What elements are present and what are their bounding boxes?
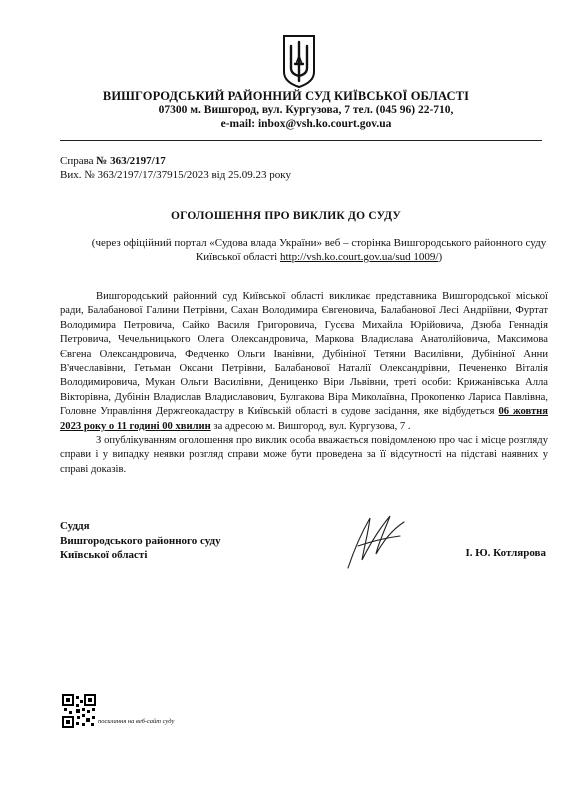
hearing-date: 06 жовтня 2023 року о 11 годині 00 хвилин — [60, 406, 548, 432]
court-website-link[interactable]: http://vsh.ko.court.gov.ua/sud 1009/ — [279, 251, 439, 263]
hearing-address: за адресою м. Вишгород, вул. Кургузова, 7 . — [210, 420, 411, 432]
case-label: Справа — [60, 155, 94, 167]
judge-title-line3: Київської області — [60, 549, 148, 561]
qr-caption: посилання на веб-сайт суду — [98, 718, 175, 725]
notice-title: ОГОЛОШЕННЯ ПРО ВИКЛИК ДО СУДУ — [170, 210, 402, 222]
summons-paragraph — [60, 290, 548, 434]
handwritten-signature — [340, 510, 410, 572]
consequence-paragraph: З опублікуванням оголошення про виклик особа вважається повідомленою про час і місце розгляду справи і у випадку неявки розгляд справи може бути проведена за її відсутності на підставі наявних у справі доказів. — [60, 435, 548, 475]
notice-body — [60, 290, 548, 477]
case-number-value: № 363/2197/17 — [96, 155, 166, 167]
summons-text: Вишгородський районний суд Київської області викликає представника Вишгородської міської ради, Балабанової Галини Петрівни, Сахан Володимира Євгеновича, Балабанової Лесі Андріївни, Фуртат Володимира Петровича, Сайко Василя Григоровича, Гусєва Михайла Юрійовича, Дзюба Геннадія Петровича, Чечельницького Олега Олександровича, Маркова Владислава Анатолійовича, Максимова Євгена Олександровича, Федченко Ольги Іванівни, Дубініної Тетяни Василівни, Дубініної Анни В'ячеславівни, Гетьман Оксани Петрівни, Балабанової Наталії Олександрівни, Печененко Віталія Володимировича, Мукан Ольги Василівни, Дениценко Віри Львівни, треті особи: Крижанівська Алла Вікторівна, Дубінін Владислав Владиславович, Булгакова Віра Миколаївна, Прокопенко Лариса Павлівна, Головне Управління Держгеокадастру в Київській області в судове засідання, яке відбудеться — [60, 291, 548, 418]
court-email: e-mail: inbox@vsh.ko.court.gov.ua — [220, 118, 392, 130]
judge-title-line1: Суддя — [60, 520, 90, 532]
case-number — [60, 155, 166, 167]
court-address: 07300 м. Вишгород, вул. Кургузова, 7 тел. (045 96) 22-710, — [158, 104, 454, 116]
qr-code-icon[interactable] — [62, 694, 96, 728]
trident-emblem-icon — [281, 34, 317, 88]
judge-title-line2: Вишгородського районного суду — [60, 534, 221, 547]
outgoing-number: Вих. № 363/2197/17/37915/2023 від 25.09.23 року — [60, 169, 291, 181]
judge-title — [60, 519, 221, 563]
subtitle-suffix: ) — [438, 251, 443, 263]
header-divider — [60, 140, 542, 141]
court-name: ВИШГОРОДСЬКИЙ РАЙОННИЙ СУД КИЇВСЬКОЇ ОБЛАСТІ — [102, 89, 470, 103]
judge-name: І. Ю. Котлярова — [465, 547, 546, 559]
subtitle-prefix: (через офіційний портал «Судова влада України» веб – сторінка Вишгородського районного суду Київської області — [91, 237, 547, 263]
notice-subtitle — [86, 236, 552, 264]
